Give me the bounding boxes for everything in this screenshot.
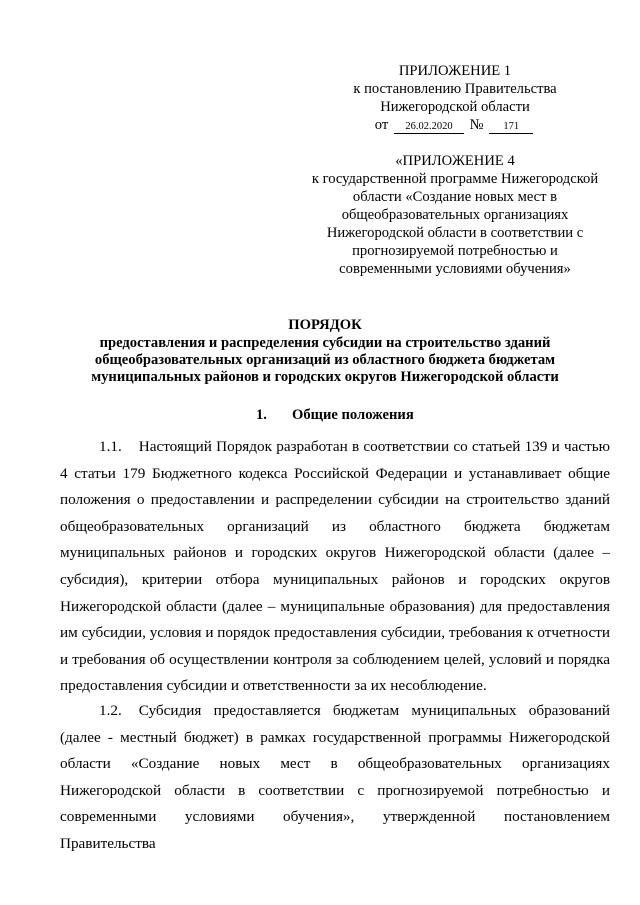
section-title: Общие положения [292,407,414,423]
document-title [60,317,590,386]
appendix-1-title: ПРИЛОЖЕНИЕ 1 [398,63,512,79]
document-title-line-1: предоставления и распределения субсидии на строительство зданий [99,335,551,351]
appendix-1-date-line [375,116,535,134]
appendix-4-line-3: общеобразовательных организациях [341,207,569,223]
appendix-4-line-2: области «Создание новых мест в [352,189,558,205]
paragraph-1-1 [60,434,610,700]
appendix-1-header [290,62,620,134]
appendix-4-line-1: к государственной программе Нижегородской [311,171,599,187]
appendix-4-header [290,152,620,278]
document-title-main: ПОРЯДОК [288,317,362,333]
paragraph-number: 1.2. [99,702,122,719]
paragraph-text: Субсидия предоставляется бюджетам муниципальных образований (далее - местный бюджет) в рамках государственной программы Нижегородской области «Создание новых мест в общеобразовательных организациях Нижегородской области в соответствии с прогнозируемой потребностью и современными условиями обучения», утвержденной постановлением Правительства [60,702,610,852]
date-value: 26.02.2020 [394,120,464,134]
paragraph-text: Настоящий Порядок разработан в соответствии со статьей 139 и частью 4 статьи 179 Бюджетного кодекса Российской Федерации и устанавливает общие положения о предоставлении и распределении субсидии на строительство зданий общеобразовательных организаций из областного бюджета бюджетам муниципальных районов и городских округов Нижегородской области (далее – субсидия), критерии отбора муниципальных районов и городских округов Нижегородской области (далее – муниципальные образования) для предоставления им субсидии, условия и порядок предоставления субсидии, требования к отчетности и требования об осуществлении контроля за соблюдением целей, условий и порядка предоставления субсидии и ответственности за их несоблюдение. [60,438,610,695]
appendix-4-line-4: Нижегородской области в соответствии с [326,225,584,241]
appendix-1-line-1: к постановлению Правительства [353,81,557,97]
document-title-line-2: общеобразовательных организаций из областного бюджета бюджетам [94,352,556,368]
number-sign: № [469,117,484,133]
document-title-line-3: муниципальных районов и городских округов Нижегородской области [91,369,559,385]
date-prefix: от [374,117,389,133]
number-value: 171 [489,120,533,134]
paragraph-1-2 [60,698,610,858]
appendix-4-line-6: современными условиями обучения» [339,261,571,277]
appendix-1-line-2: Нижегородской области [380,99,530,115]
section-number: 1. [256,407,267,423]
appendix-4-title: «ПРИЛОЖЕНИЕ 4 [395,153,515,169]
appendix-4-line-5: прогнозируемой потребностью и [352,243,558,259]
paragraph-number: 1.1. [99,438,122,455]
